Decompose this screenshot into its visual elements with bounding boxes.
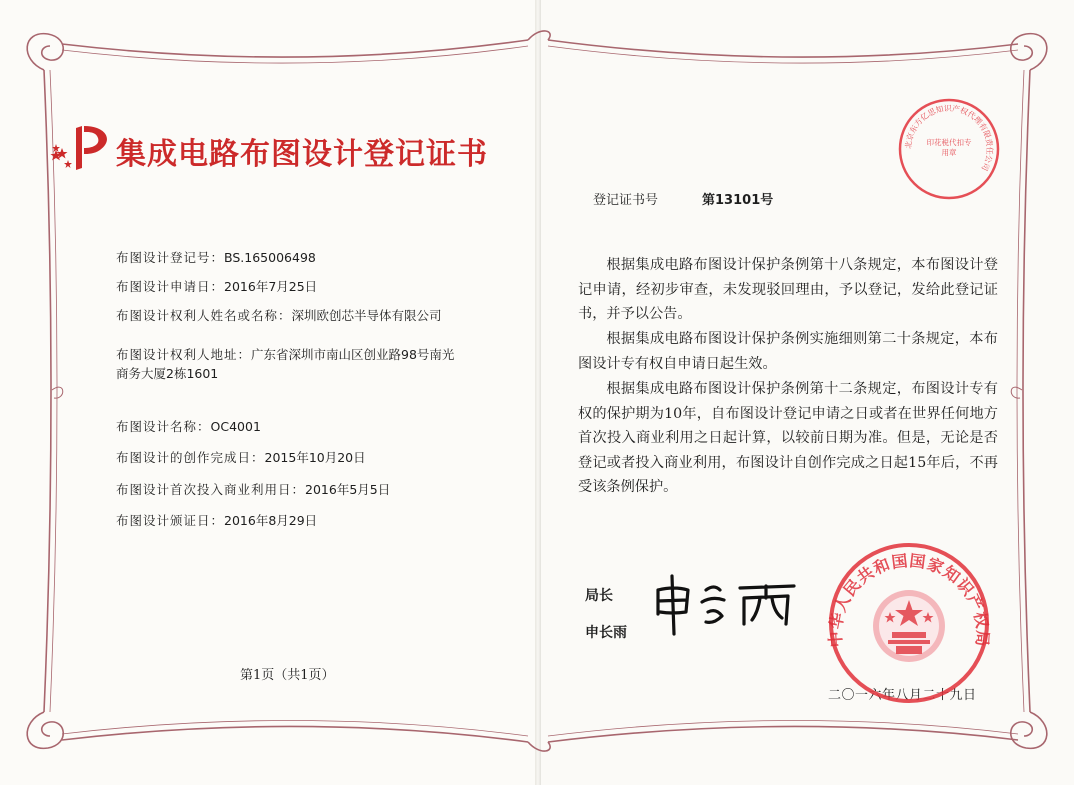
owner-name-field (116, 306, 456, 325)
first-use-date-value: 2016年5月5日 (305, 482, 391, 497)
certificate-title: 集成电路布图设计登记证书 (116, 137, 488, 172)
national-ip-office-seal (826, 540, 992, 706)
cert-number-label: 登记证书号 (593, 193, 659, 208)
apply-date-field (116, 277, 317, 296)
paragraph-registration: 根据集成电路布图设计保护条例第十八条规定，本布图设计登记申请，经初步审查，未发现驳回理由，予以登记，发给此登记证书，并予以公告。 (578, 257, 998, 322)
reg-no-field (116, 248, 316, 267)
apply-date-label: 布图设计申请日： (116, 279, 225, 294)
handwritten-signature (648, 568, 808, 638)
issue-date-label: 布图设计颁证日： (116, 513, 225, 528)
created-date-field (116, 448, 366, 467)
apply-date-value: 2016年7月25日 (224, 279, 318, 294)
reg-no-value: BS.165006498 (224, 250, 316, 265)
issue-date-chinese: 二〇一六年八月二十九日 (828, 688, 977, 703)
created-date-label: 布图设计的创作完成日： (116, 450, 265, 465)
design-name-value: OC4001 (210, 419, 261, 434)
cert-number (593, 189, 773, 208)
design-name-label: 布图设计名称： (116, 419, 211, 434)
issue-date-value: 2016年8月29日 (224, 513, 318, 528)
tax-agent-seal-text: 北京东方亿思知识产权代理有限责任公司 (903, 103, 995, 173)
first-use-date-label: 布图设计首次投入商业利用日： (116, 482, 306, 497)
owner-address-field (116, 345, 456, 383)
owner-address-value: 广东省深圳市南山区创业路98号南光商务大厦2栋1601 (116, 347, 455, 381)
design-name-field (116, 417, 261, 436)
first-use-date-field (116, 480, 390, 499)
issue-date-field (116, 511, 317, 530)
paragraph-effective: 根据集成电路布图设计保护条例实施细则第二十条规定，本布图设计专有权自申请日起生效。 (578, 331, 998, 372)
director-name: 申长雨 (585, 625, 627, 641)
owner-name-label: 布图设计权利人姓名或名称： (116, 308, 292, 323)
national-emblem-icon (873, 590, 945, 662)
cert-number-value: 第13101号 (702, 193, 774, 208)
owner-address-label: 布图设计权利人地址： (116, 347, 252, 362)
national-seal-text: 中华人民共和国国家知识产权局 (826, 550, 992, 648)
ip-logo-icon (48, 118, 114, 176)
tax-agent-seal (896, 96, 1002, 202)
page-number: 第1页（共1页） (240, 668, 335, 683)
paragraph-protection-term: 根据集成电路布图设计保护条例第十二条规定，布图设计专有权的保护期为10年，自布图设计登记申请之日或者在世界任何地方首次投入商业利用之日起计算，以较前日期为准。但是，无论是否登记或者投入商业利用，布图设计自创作完成之日起15年后，不再受该条例保护。 (578, 381, 998, 495)
owner-name-value: 深圳欧创芯半导体有限公司 (291, 308, 442, 323)
reg-no-label: 布图设计登记号： (116, 250, 225, 265)
tax-agent-seal-center: 印花税代扣专用章 (926, 138, 972, 157)
created-date-value: 2015年10月20日 (264, 450, 366, 465)
director-title: 局长 (585, 588, 613, 604)
